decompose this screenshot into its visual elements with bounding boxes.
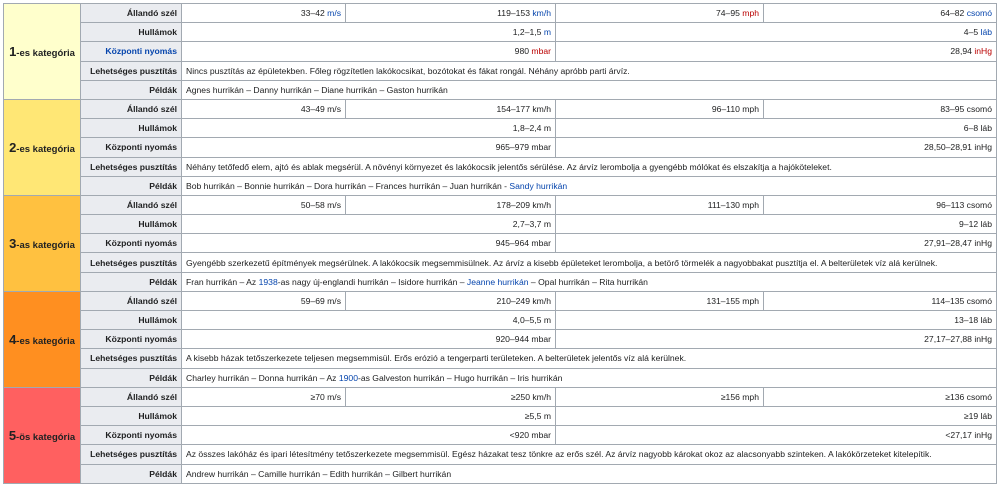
waves-m: 2,7–3,7 m bbox=[182, 215, 556, 234]
wind-mph: 131–155 mph bbox=[556, 291, 764, 310]
wind-kn: 64–82 csomó bbox=[764, 4, 997, 23]
unit-link[interactable]: láb bbox=[980, 27, 992, 38]
examples-label: Példák bbox=[81, 272, 182, 291]
wind-ms: ≥70 m/s bbox=[182, 387, 346, 406]
pressure-inhg: <27,17 inHg bbox=[556, 426, 997, 445]
damage-text: Nincs pusztítás az épületekben. Főleg rögzítetlen lakókocsikat, bozótokat és fákat rongál. Néhány apróbb parti árvíz. bbox=[182, 61, 997, 80]
pressure-inhg: 27,17–27,88 inHg bbox=[556, 330, 997, 349]
wind-kmh: 210–249 km/h bbox=[346, 291, 556, 310]
damage-label: Lehetséges pusztítás bbox=[81, 61, 182, 80]
examples-text: Fran hurrikán – Az 1938-as nagy új-englandi hurrikán – Isidore hurrikán – Jeanne hurrikán – Opal hurrikán – Rita hurrikán bbox=[182, 272, 997, 291]
waves-m: 1,8–2,4 m bbox=[182, 119, 556, 138]
examples-text: Charley hurrikán – Donna hurrikán – Az 1900-as Galveston hurrikán – Hugo hurrikán – Iris hurrikán bbox=[182, 368, 997, 387]
saffir-simpson-table bbox=[3, 3, 997, 484]
unit-link[interactable]: m bbox=[543, 27, 551, 38]
examples-text: Andrew hurrikán – Camille hurrikán – Edith hurrikán – Gilbert hurrikán bbox=[182, 464, 997, 484]
unit-redlink[interactable]: inHg bbox=[974, 46, 992, 57]
pressure-mbar: 945–964 mbar bbox=[182, 234, 556, 253]
wind-kn: 83–95 csomó bbox=[764, 99, 997, 118]
waves-ft: 4–5 láb bbox=[556, 23, 997, 42]
damage-text: Az összes lakóház és ipari létesítmény tetőszerkezete megsemmisül. Egész házakat tesz tönkre az erős szél. Az árvíz nagyobb károkat okoz az alacsonyabb szinteken. A lakókörzeteket kitelepítik. bbox=[182, 445, 997, 464]
wind-kmh: 119–153 km/h bbox=[346, 4, 556, 23]
wind-label: Állandó szél bbox=[81, 387, 182, 406]
waves-label: Hullámok bbox=[81, 119, 182, 138]
pressure-label-link[interactable]: Központi nyomás bbox=[81, 42, 182, 61]
wind-label: Állandó szél bbox=[81, 99, 182, 118]
pressure-label: Központi nyomás bbox=[81, 234, 182, 253]
damage-label: Lehetséges pusztítás bbox=[81, 157, 182, 176]
wind-mph: 96–110 mph bbox=[556, 99, 764, 118]
waves-label: Hullámok bbox=[81, 406, 182, 425]
waves-label: Hullámok bbox=[81, 215, 182, 234]
category-5-cell: 5-ös kategória bbox=[4, 387, 81, 483]
pressure-label: Központi nyomás bbox=[81, 330, 182, 349]
wind-kmh: 178–209 km/h bbox=[346, 195, 556, 214]
pressure-inhg: 27,91–28,47 inHg bbox=[556, 234, 997, 253]
pressure-label: Központi nyomás bbox=[81, 138, 182, 157]
wind-kn: 96–113 csomó bbox=[764, 195, 997, 214]
examples-label: Példák bbox=[81, 80, 182, 99]
pressure-mbar: <920 mbar bbox=[182, 426, 556, 445]
damage-text: Gyengébb szerkezetű építmények megsérülnek. A lakókocsik megsemmisülnek. Az árvíz a kisebb épületeket lerombolja, a betörő törmelék a nagyobbakat pusztítja el. A belterületek víz alá kerülnek. bbox=[182, 253, 997, 272]
pressure-label: Központi nyomás bbox=[81, 426, 182, 445]
wind-mph: ≥156 mph bbox=[556, 387, 764, 406]
pressure-mbar: 920–944 mbar bbox=[182, 330, 556, 349]
category-2-cell: 2-es kategória bbox=[4, 99, 81, 195]
unit-link[interactable]: km/h bbox=[532, 8, 551, 19]
waves-m: 1,2–1,5 m bbox=[182, 23, 556, 42]
unit-redlink[interactable]: mbar bbox=[531, 46, 551, 57]
wind-kn: ≥136 csomó bbox=[764, 387, 997, 406]
category-3-cell: 3-as kategória bbox=[4, 195, 81, 291]
damage-text: A kisebb házak tetőszerkezete teljesen megsemmisül. Erős erózió a tengerparti területeken. A belterületek jelentős víz alá kerülnek. bbox=[182, 349, 997, 368]
wind-ms: 33–42 m/s bbox=[182, 4, 346, 23]
wind-label: Állandó szél bbox=[81, 195, 182, 214]
examples-text: Bob hurrikán – Bonnie hurrikán – Dora hurrikán – Frances hurrikán – Juan hurrikán - Sandy hurrikán bbox=[182, 176, 997, 195]
waves-label: Hullámok bbox=[81, 311, 182, 330]
waves-ft: ≥19 láb bbox=[556, 406, 997, 425]
waves-m: 4,0–5,5 m bbox=[182, 311, 556, 330]
waves-label: Hullámok bbox=[81, 23, 182, 42]
wind-kn: 114–135 csomó bbox=[764, 291, 997, 310]
damage-label: Lehetséges pusztítás bbox=[81, 445, 182, 464]
wind-kmh: ≥250 km/h bbox=[346, 387, 556, 406]
wind-label: Állandó szél bbox=[81, 4, 182, 23]
wind-mph: 74–95 mph bbox=[556, 4, 764, 23]
examples-label: Példák bbox=[81, 176, 182, 195]
waves-ft: 9–12 láb bbox=[556, 215, 997, 234]
examples-label: Példák bbox=[81, 368, 182, 387]
examples-text: Agnes hurrikán – Danny hurrikán – Diane hurrikán – Gaston hurrikán bbox=[182, 80, 997, 99]
waves-ft: 6–8 láb bbox=[556, 119, 997, 138]
damage-label: Lehetséges pusztítás bbox=[81, 349, 182, 368]
unit-link[interactable]: csomó bbox=[966, 8, 992, 19]
damage-text: Néhány tetőfedő elem, ajtó és ablak megsérül. A növényi környezet és lakókocsik jelentős sérülése. Az árvíz lerombolja a gyengébb mólókat és elszakítja a hajóköteleket. bbox=[182, 157, 997, 176]
wind-ms: 50–58 m/s bbox=[182, 195, 346, 214]
pressure-inhg: 28,50–28,91 inHg bbox=[556, 138, 997, 157]
wind-label: Állandó szél bbox=[81, 291, 182, 310]
unit-link[interactable]: m/s bbox=[327, 8, 341, 19]
pressure-mbar: 965–979 mbar bbox=[182, 138, 556, 157]
damage-label: Lehetséges pusztítás bbox=[81, 253, 182, 272]
waves-ft: 13–18 láb bbox=[556, 311, 997, 330]
wind-ms: 59–69 m/s bbox=[182, 291, 346, 310]
wind-kmh: 154–177 km/h bbox=[346, 99, 556, 118]
unit-redlink[interactable]: mph bbox=[742, 8, 759, 19]
waves-m: ≥5,5 m bbox=[182, 406, 556, 425]
year-link[interactable]: 1900 bbox=[338, 372, 358, 383]
year-link[interactable]: 1938 bbox=[258, 276, 278, 287]
pressure-inhg: 28,94 inHg bbox=[556, 42, 997, 61]
category-4-cell: 4-es kategória bbox=[4, 291, 81, 387]
wind-ms: 43–49 m/s bbox=[182, 99, 346, 118]
article-link[interactable]: Sandy hurrikán bbox=[509, 180, 568, 191]
article-link[interactable]: Jeanne hurrikán bbox=[466, 276, 529, 287]
examples-label: Példák bbox=[81, 464, 182, 484]
wind-mph: 111–130 mph bbox=[556, 195, 764, 214]
pressure-mbar: 980 mbar bbox=[182, 42, 556, 61]
category-1-cell: 1-es kategória bbox=[4, 4, 81, 100]
